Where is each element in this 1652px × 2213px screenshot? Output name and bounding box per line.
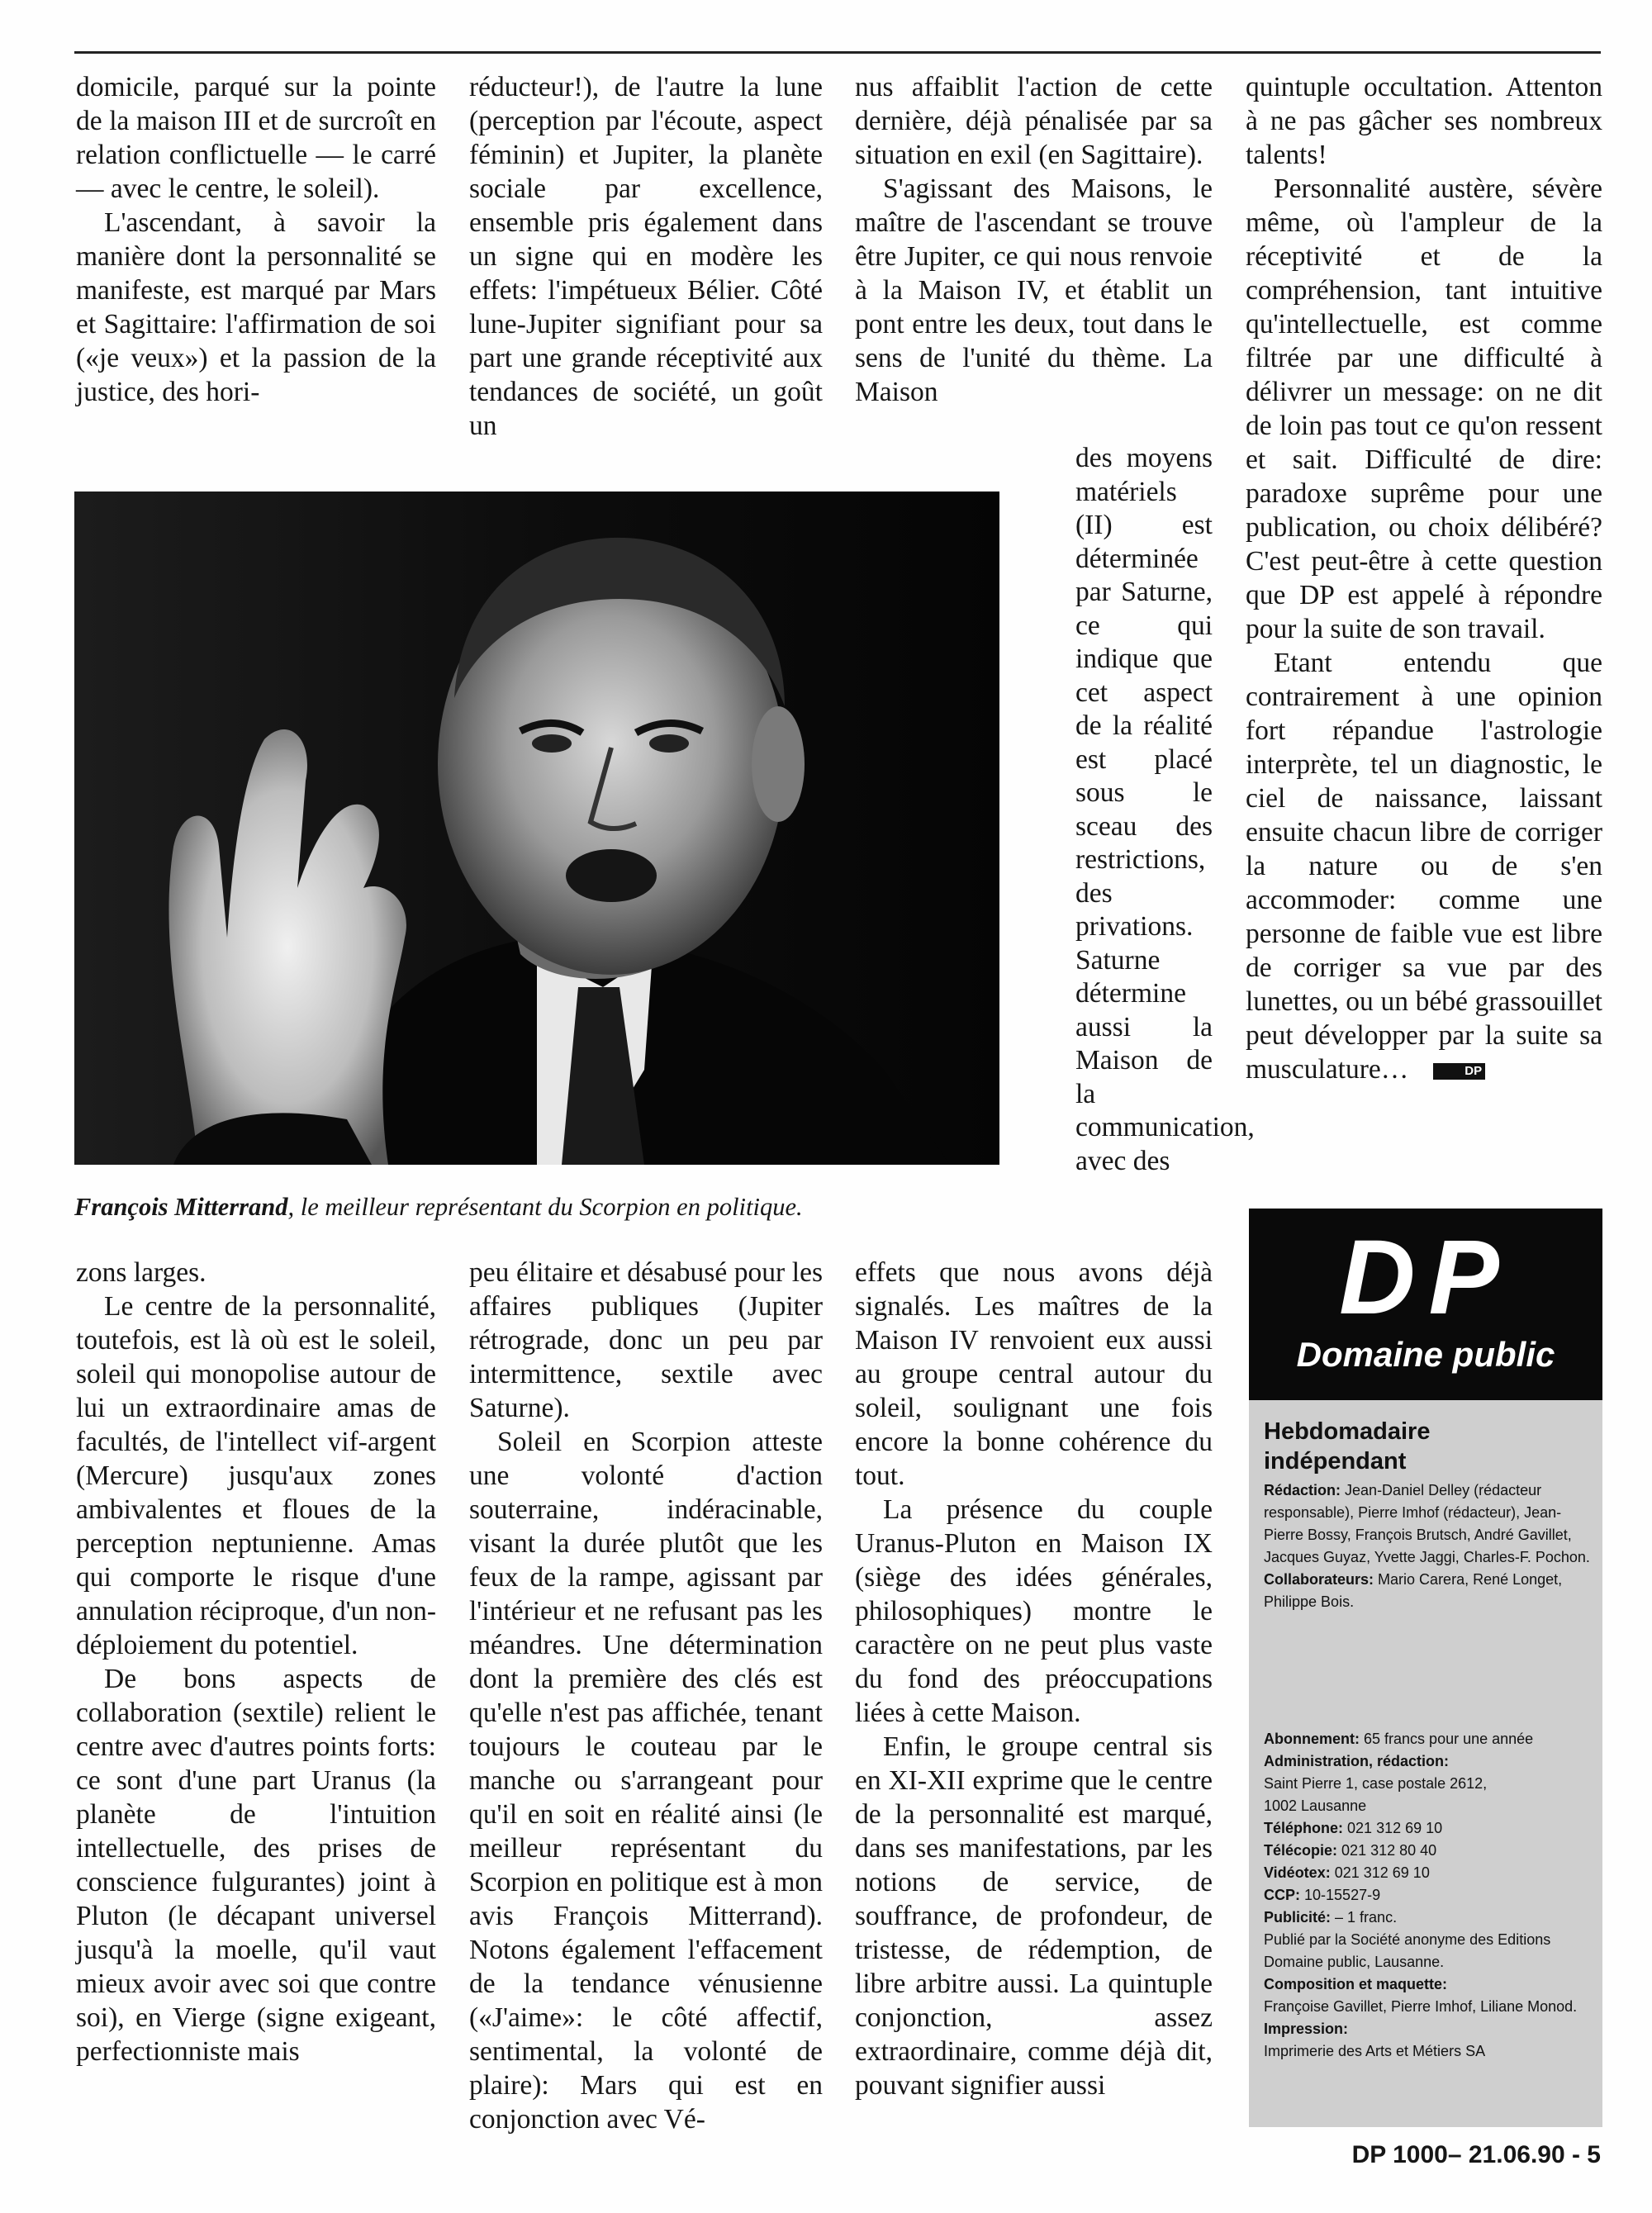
paragraph: La présence du couple Uranus-Pluton en Maison IX (siège des idées générales, philosophiques) montre le caractère on ne peut plus vaste du fond des préoccupations liées à cette Maison. (855, 1494, 1213, 1728)
phone-line (1264, 1817, 1594, 1840)
ccp-label: CCP: (1264, 1887, 1300, 1903)
impression-label: Impression: (1264, 2021, 1349, 2037)
paragraph: S'agissant des Maisons, le maître de l'ascendant se trouve être Jupiter, ce qui nous renvoie à la Maison IV, et établit un pont entre les deux, tout dans le sens de l'unité du thème. La Maison (855, 173, 1213, 407)
paragraph: L'ascendant, à savoir la manière dont la personnalité se manifeste, est marqué par Mars et Sagittaire: l'affirmation de soi («je veux») et la passion de la justice, des hori- (76, 207, 436, 407)
admin-label: Administration, rédaction: (1264, 1753, 1450, 1769)
tel-value: 021 312 69 10 (1347, 1820, 1443, 1836)
videotex-line (1264, 1862, 1594, 1884)
collab-label: Collaborateurs: (1264, 1571, 1374, 1588)
ccp-line (1264, 1884, 1594, 1907)
article-col2-bottom (469, 1256, 823, 2135)
end-mark-logo: DP (1433, 1063, 1485, 1080)
paragraph: Le centre de la personnalité, toutefois, est là où est le soleil, soleil qui monopolise autour de lui un extraordinaire amas de facultés, de l'intellect vif-argent (Mercure) jusqu'aux zones ambivalentes et floues de la perception neptunienne. Amas qui comporte le risque d'une annulation réciproque, d'un non-déploiement du potentiel. (76, 1291, 436, 1660)
abonnement-label: Abonnement: (1264, 1731, 1360, 1747)
redaction-text: Jean-Daniel Delley (rédacteur responsable), Pierre Imhof (rédacteur), Jean-Pierre Bossy, François Brutsch, André Gavillet, Jacques Guyaz, Yvette Jaggi, Charles-F. Pochon. (1264, 1482, 1590, 1565)
infobox-title-line2: indépendant (1264, 1448, 1407, 1475)
impression-text: Imprimerie des Arts et Métiers SA (1264, 2043, 1486, 2059)
paragraph: des moyens matériels (II) est déterminée par Saturne, ce qui indique que cet aspect de la réalité est placé sous le sceau des restrictions, des privations. Saturne détermine aussi la Maison de la communication, avec des (1075, 443, 1255, 1176)
compo-text: Françoise Gavillet, Pierre Imhof, Liliane Monod. (1264, 1998, 1578, 2015)
abonnement-text: 65 francs pour une année (1364, 1731, 1534, 1747)
publisher-line: Publié par la Société anonyme des Editions Domaine public, Lausanne. (1264, 1931, 1551, 1970)
paragraph: réducteur!), de l'autre la lune (perception par l'écoute, aspect féminin) et Jupiter, la planète sociale par excellence, ensemble pris également dans un signe qui en modère les effets: l'impétueux Bélier. Côté lune-Jupiter signifiant pour sa part une grande réceptivité aux tendances de société, un goût un (469, 72, 823, 441)
collab-text: Mario Carera, René Longet, Philippe Bois. (1264, 1571, 1563, 1610)
paragraph: nus affaiblit l'action de cette dernière, déjà pénalisée par sa situation en exil (en Sagittaire). (855, 72, 1213, 170)
videotex-label: Vidéotex: (1264, 1864, 1331, 1881)
masthead-subtitle: Domaine public (1296, 1335, 1555, 1374)
article-col3-top (855, 70, 1213, 442)
paragraph: Enfin, le groupe central sis en XI-XII exprime que le centre de la personnalité est marqué, dans ses manifestations, par les notions de service, de souffrance, de profondeur, de tristesse, de rédemption, de libre arbitre aussi. La quintuple conjonction, assez extraordinaire, comme déjà dit, pouvant signifier aussi (855, 1731, 1213, 2101)
paragraph: zons larges. (76, 1257, 206, 1288)
redaction-label: Rédaction: (1264, 1482, 1341, 1498)
pub-value: – 1 franc. (1335, 1909, 1398, 1926)
videotex-value: 021 312 69 10 (1334, 1864, 1430, 1881)
article-col4 (1246, 70, 1602, 1119)
article-col2-top (469, 70, 823, 441)
masthead-logo: DP (1339, 1218, 1512, 1337)
fax-value: 021 312 80 40 (1341, 1842, 1437, 1859)
infobox-title (1264, 1417, 1594, 1476)
ccp-value: 10-15527-9 (1304, 1887, 1381, 1903)
paragraph: domicile, parqué sur la pointe de la maison III et de surcroît en relation conflictuelle — le carré — avec le centre, le soleil). (76, 72, 436, 204)
pub-line (1264, 1907, 1594, 1929)
paragraph: peu élitaire et désabusé pour les affaires publiques (Jupiter rétrograde, donc un peu par intermittence, sextile avec Saturne). (469, 1257, 823, 1423)
article-col3-bottom (855, 1256, 1213, 2127)
address-line-1: Saint Pierre 1, case postale 2612, (1264, 1775, 1488, 1792)
portrait-photo (74, 492, 999, 1165)
abonnement-line (1264, 1728, 1594, 1750)
fax-line (1264, 1840, 1594, 1862)
paragraph: Personnalité austère, sévère même, où l'ampleur de la réceptivité et de la compréhension, tant intuitive qu'intellectuelle, est comme filtrée par une difficulté à délivrer un message: on ne dit de loin pas tout ce qu'on ressent et sait. Difficulté de dire: paradoxe suprême pour une publication, ou choix délibéré? C'est peut-être à cette question que DP est appelé à répondre pour la suite de son travail. (1246, 173, 1602, 644)
page-footer: DP 1000– 21.06.90 - 5 (1351, 2141, 1601, 2168)
paragraph: De bons aspects de collaboration (sextile) relient le centre avec d'autres points forts: ce sont d'une part Uranus (la planète de l'intuition intellectuelle, des prises de conscience fulgurantes) joint à Pluton (le décapant universel jusqu'à la moelle, qu'il vaut mieux avoir avec soi que contre soi), en Vierge (signe exigeant, perfectionniste mais (76, 1664, 436, 2067)
masthead (1249, 1209, 1602, 1400)
compo-label: Composition et maquette: (1264, 1976, 1448, 1992)
portrait-illustration (74, 492, 999, 1165)
paragraph: Soleil en Scorpion atteste une volonté d'action souterraine, indéracinable, visant la durée plutôt que les feux de la rampe, agissant par l'intérieur et ne refusant pas les méandres. Une détermination dont la première des clés est qu'elle n'est pas affichée, tenant toujours le couteau par le manche ou s'arrangeant pour qu'il en soit en réalité ainsi (le meilleur représentant du Scorpion en politique est à mon avis François Mitterrand). Notons également l'effacement de la tendance vénusienne («J'aime»: le côté affectif, sentimental, la volonté de plaire): Mars qui est en conjonction avec Vé- (469, 1427, 823, 2135)
caption-name: François Mitterrand (74, 1193, 288, 1221)
paragraph: effets que nous avons déjà signalés. Les maîtres de la Maison IV renvoient eux aussi au groupe central autour du soleil, soulignant une fois encore la bonne cohérence du tout. (855, 1257, 1213, 1491)
article-col1-bottom (76, 1256, 436, 2127)
fax-label: Télécopie: (1264, 1842, 1338, 1859)
photo-caption (74, 1191, 1066, 1223)
top-rule (74, 51, 1601, 54)
paragraph: quintuple occultation. Attenton à ne pas gâcher ses nombreux talents! (1246, 72, 1602, 170)
paragraph (1246, 646, 1602, 1086)
caption-text: , le meilleur représentant du Scorpion en politique. (287, 1193, 803, 1221)
article-col3-narrow (1075, 442, 1255, 1268)
article-col1-top (76, 70, 436, 434)
infobox-title-line1: Hebdomadaire (1264, 1418, 1431, 1445)
tel-label: Téléphone: (1264, 1820, 1344, 1836)
publication-infobox-details (1249, 1718, 1602, 2127)
pub-label: Publicité: (1264, 1909, 1332, 1926)
publication-infobox (1249, 1400, 1602, 1718)
infobox-staff (1264, 1479, 1594, 1613)
address-line-2: 1002 Lausanne (1264, 1797, 1367, 1814)
paragraph-text: Etant entendu que contrairement à une opinion fort répandue l'astrologie interprète, tel un diagnostic, le ciel de naissance, laissant ensuite chacun libre de corriger la nature ou de s'en accommoder: comme une personne de faible vue est libre de corriger sa vue par des lunettes, ou un bébé grassouillet peut développer par la suite sa musculature… (1246, 648, 1602, 1085)
infobox-contact (1264, 1728, 1594, 2063)
